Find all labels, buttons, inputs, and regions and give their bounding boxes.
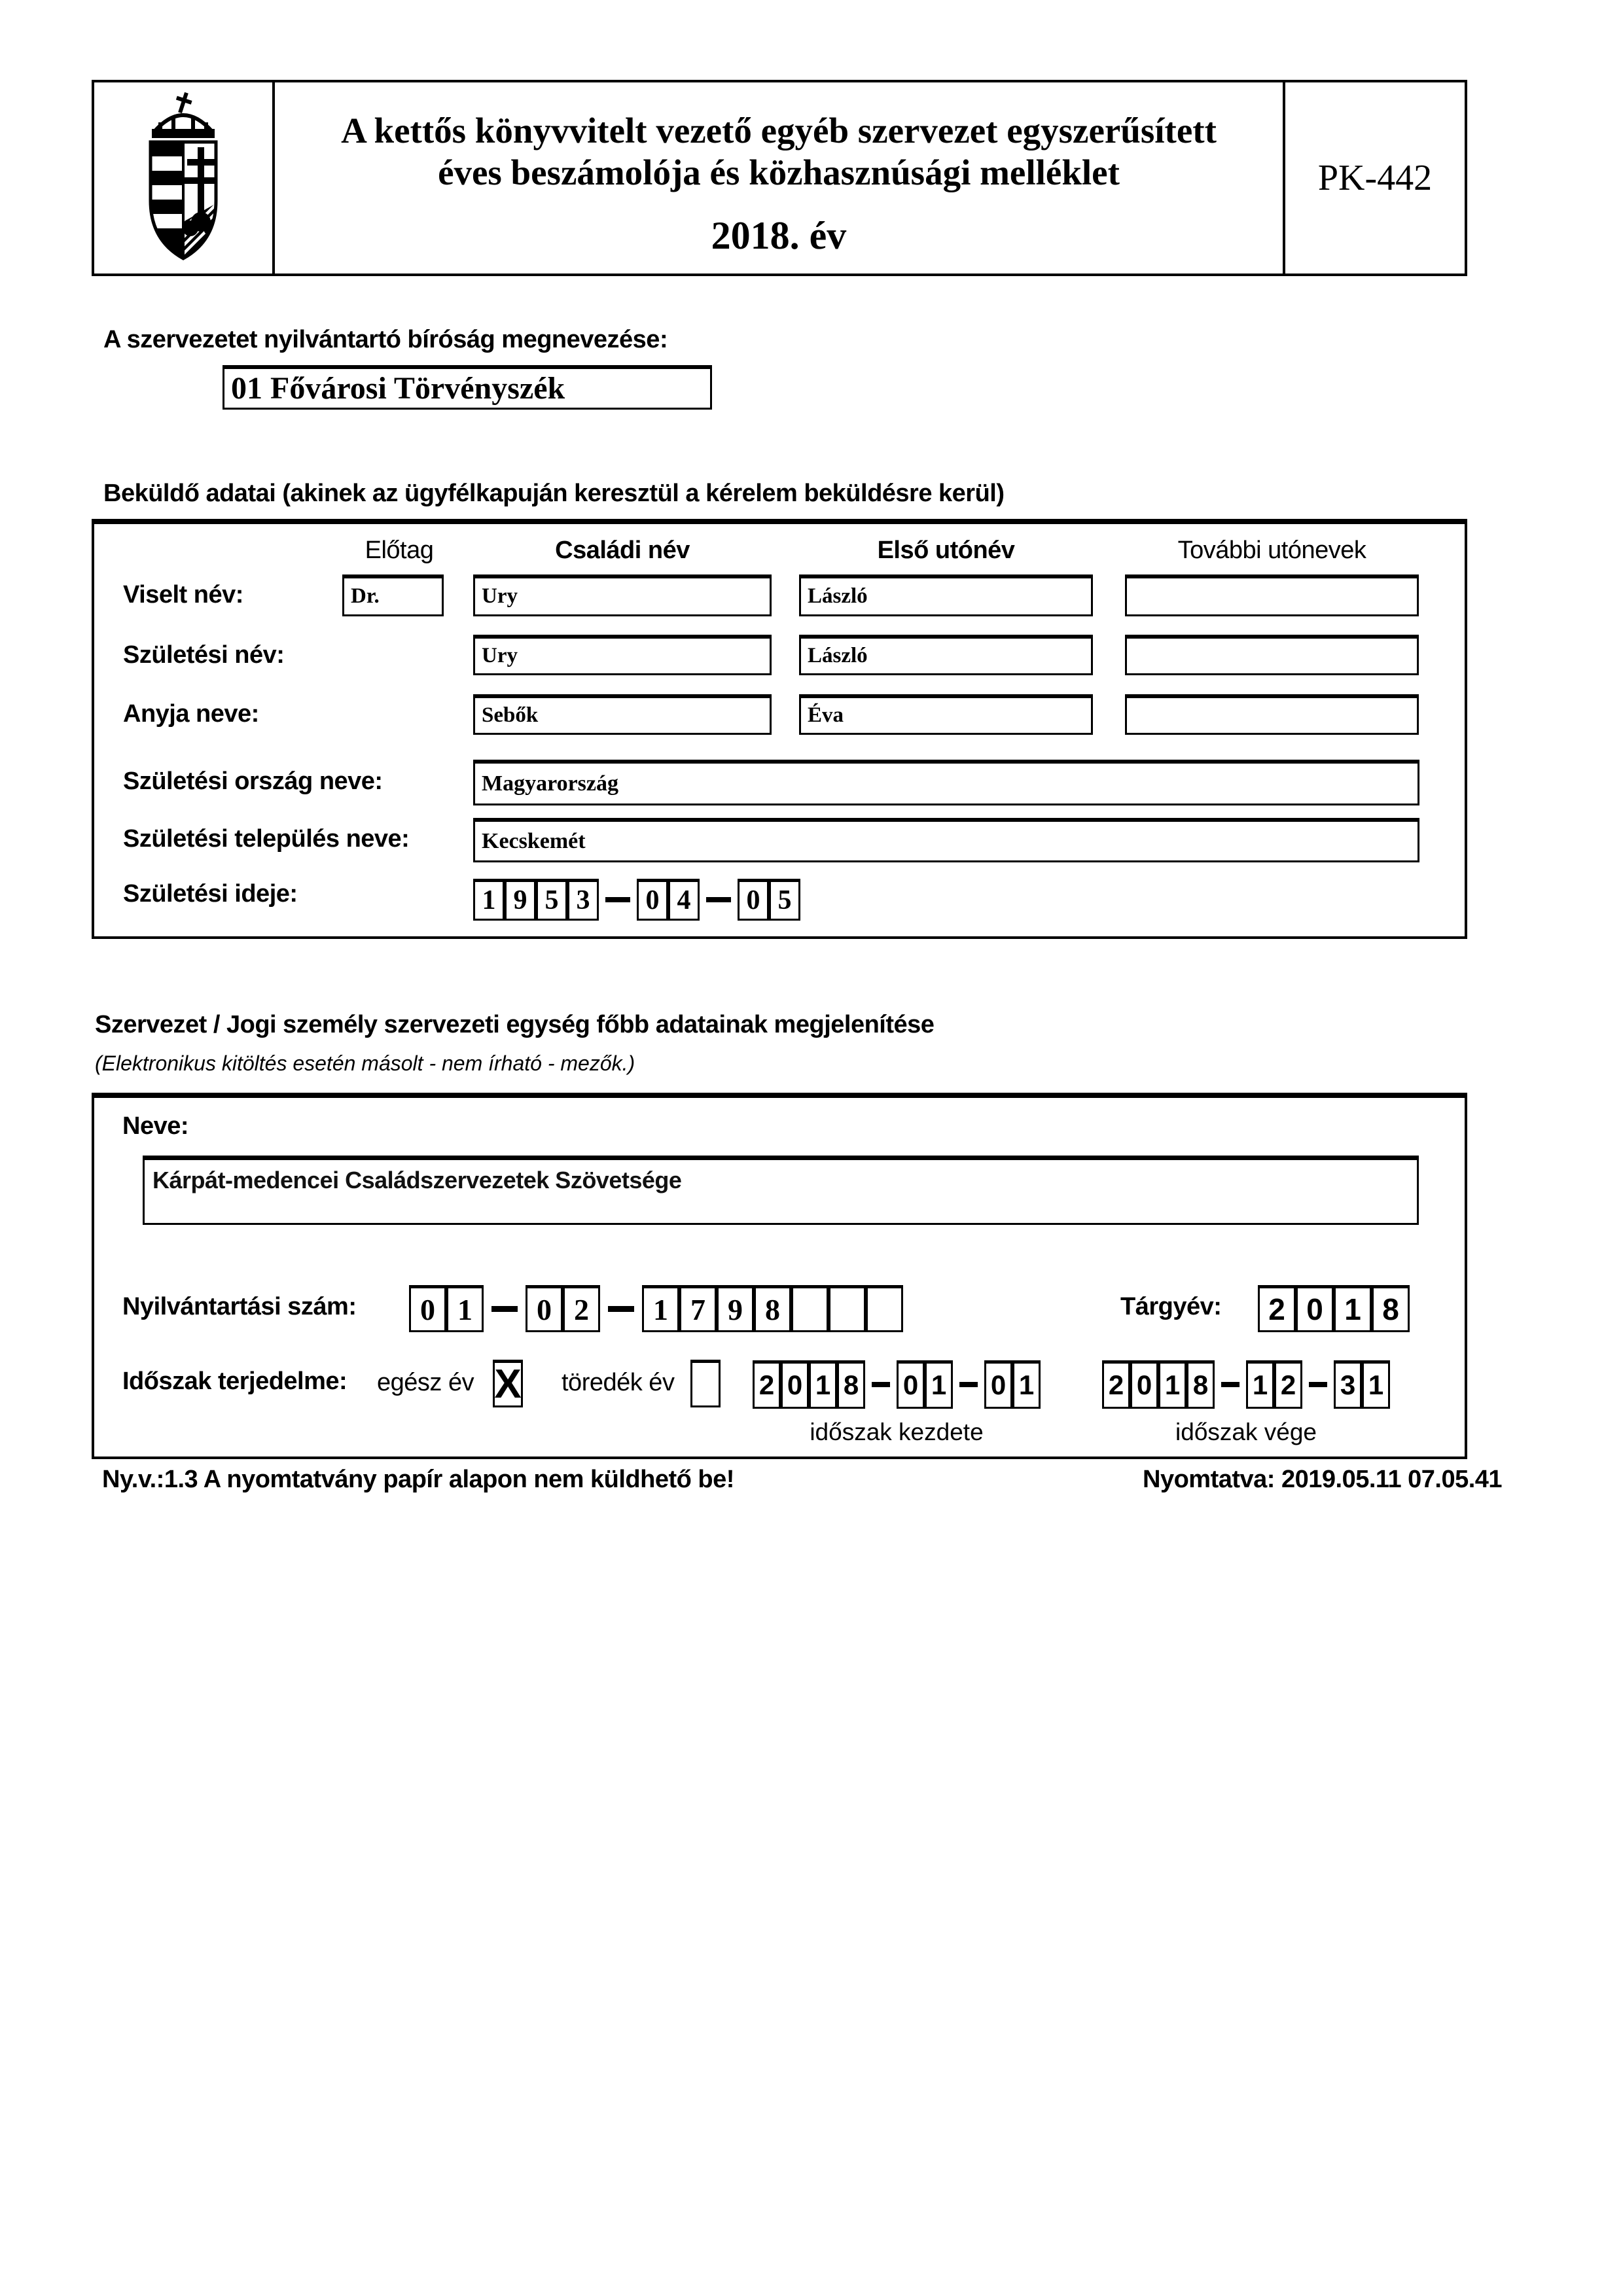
dash-separator bbox=[491, 1306, 518, 1312]
period-end-digits bbox=[1102, 1360, 1390, 1409]
court-input[interactable]: 01 Fővárosi Törvényszék bbox=[223, 365, 712, 410]
worn-name-first-input[interactable]: László bbox=[799, 574, 1093, 616]
birth-name-first-input[interactable]: László bbox=[799, 635, 1093, 675]
sender-section-label: Beküldő adatai (akinek az ügyfélkapuján keresztül a kérelem beküldésre kerül) bbox=[103, 480, 1005, 507]
digit-box[interactable]: 5 bbox=[769, 879, 800, 921]
target-year-label: Tárgyév: bbox=[1120, 1293, 1222, 1320]
dash-separator bbox=[1221, 1382, 1240, 1387]
digit-box[interactable]: 1 bbox=[1158, 1360, 1186, 1409]
birth-name-other-input[interactable] bbox=[1125, 635, 1419, 675]
dash-separator bbox=[608, 1306, 634, 1312]
mother-name-family-input[interactable]: Sebők bbox=[473, 694, 772, 735]
digit-box[interactable] bbox=[791, 1285, 829, 1332]
digit-box[interactable]: 0 bbox=[738, 879, 769, 921]
digit-box[interactable]: 8 bbox=[837, 1360, 865, 1409]
footer-printed-timestamp: Nyomtatva: 2019.05.11 07.05.41 bbox=[1143, 1466, 1503, 1493]
footer-version-note: Ny.v.:1.3 A nyomtatvány papír alapon nem küldhető be! bbox=[102, 1466, 734, 1493]
reg-number-label: Nyilvántartási szám: bbox=[122, 1293, 357, 1320]
digit-box[interactable]: 2 bbox=[1102, 1360, 1130, 1409]
form-year: 2018. év bbox=[711, 214, 847, 257]
org-section-note: (Elektronikus kitöltés esetén másolt - nem írható - mezők.) bbox=[95, 1051, 635, 1075]
digit-box[interactable]: 1 bbox=[1362, 1360, 1390, 1409]
column-header-family: Családi név bbox=[555, 537, 690, 564]
birth-country-label: Születési ország neve: bbox=[123, 768, 383, 795]
reg-number-digits bbox=[409, 1285, 903, 1332]
dash-separator bbox=[1309, 1382, 1327, 1387]
digit-box[interactable]: 0 bbox=[897, 1360, 925, 1409]
period-end-caption: időszak vége bbox=[1175, 1419, 1317, 1445]
digit-box[interactable]: 8 bbox=[754, 1285, 791, 1332]
court-label: A szervezetet nyilvántartó bíróság megnevezése: bbox=[103, 326, 668, 353]
digit-box[interactable]: 1 bbox=[446, 1285, 484, 1332]
digit-box[interactable]: 1 bbox=[642, 1285, 679, 1332]
digit-box[interactable]: 0 bbox=[1130, 1360, 1158, 1409]
birth-name-family-input[interactable]: Ury bbox=[473, 635, 772, 675]
digit-box[interactable]: 1 bbox=[809, 1360, 837, 1409]
digit-box[interactable]: 3 bbox=[567, 879, 599, 921]
worn-name-other-input[interactable] bbox=[1125, 574, 1419, 616]
birth-date-label: Születési ideje: bbox=[123, 880, 298, 908]
digit-box[interactable]: 0 bbox=[1296, 1285, 1334, 1332]
column-header-first: Első utónév bbox=[877, 537, 1015, 564]
digit-box[interactable]: 2 bbox=[1258, 1285, 1296, 1332]
logo-cell bbox=[94, 82, 275, 274]
digit-box[interactable]: 9 bbox=[717, 1285, 754, 1332]
birth-date-digits bbox=[473, 879, 800, 921]
digit-box[interactable]: 8 bbox=[1372, 1285, 1410, 1332]
birth-country-input[interactable]: Magyarország bbox=[473, 760, 1419, 805]
worn-name-family-input[interactable]: Ury bbox=[473, 574, 772, 616]
digit-box[interactable]: 1 bbox=[1246, 1360, 1274, 1409]
worn-name-prefix-input[interactable]: Dr. bbox=[342, 574, 444, 616]
dash-separator bbox=[959, 1382, 978, 1387]
mother-name-other-input[interactable] bbox=[1125, 694, 1419, 735]
digit-box[interactable]: 7 bbox=[679, 1285, 717, 1332]
birth-name-label: Születési név: bbox=[123, 641, 285, 669]
digit-box[interactable]: 0 bbox=[984, 1360, 1012, 1409]
digit-box[interactable]: 1 bbox=[1334, 1285, 1372, 1332]
mother-name-first-input[interactable]: Éva bbox=[799, 694, 1093, 735]
digit-box[interactable]: 3 bbox=[1334, 1360, 1362, 1409]
period-label: Időszak terjedelme: bbox=[122, 1368, 348, 1395]
dash-separator bbox=[605, 897, 630, 902]
digit-box[interactable]: 5 bbox=[536, 879, 567, 921]
digit-box[interactable]: 0 bbox=[409, 1285, 446, 1332]
partial-year-checkbox[interactable] bbox=[690, 1360, 721, 1407]
form-title-line2: éves beszámolója és közhasznúsági melléklet bbox=[438, 152, 1120, 192]
digit-box[interactable]: 1 bbox=[473, 879, 505, 921]
full-year-checkbox[interactable]: X bbox=[493, 1360, 523, 1407]
digit-box[interactable]: 9 bbox=[505, 879, 536, 921]
worn-name-label: Viselt név: bbox=[123, 581, 243, 609]
digit-box[interactable]: 0 bbox=[637, 879, 668, 921]
dash-separator bbox=[872, 1382, 890, 1387]
digit-box[interactable] bbox=[829, 1285, 866, 1332]
birth-city-label: Születési település neve: bbox=[123, 825, 410, 853]
org-name-label: Neve: bbox=[122, 1112, 188, 1140]
digit-box[interactable]: 0 bbox=[526, 1285, 563, 1332]
org-name-input[interactable]: Kárpát-medencei Családszervezetek Szövetsége bbox=[143, 1156, 1419, 1225]
digit-box[interactable] bbox=[866, 1285, 903, 1332]
hungarian-coat-of-arms-icon bbox=[140, 91, 226, 266]
birth-city-input[interactable]: Kecskemét bbox=[473, 818, 1419, 862]
digit-box[interactable]: 0 bbox=[781, 1360, 809, 1409]
mother-name-label: Anyja neve: bbox=[123, 700, 259, 728]
column-header-prefix: Előtag bbox=[365, 537, 434, 564]
digit-box[interactable]: 4 bbox=[668, 879, 700, 921]
form-title-line1: A kettős könyvvitelt vezető egyéb szervezet egyszerűsített bbox=[341, 111, 1217, 150]
period-start-digits bbox=[753, 1360, 1041, 1409]
digit-box[interactable]: 1 bbox=[1012, 1360, 1041, 1409]
digit-box[interactable]: 8 bbox=[1186, 1360, 1215, 1409]
period-start-caption: időszak kezdete bbox=[810, 1419, 984, 1445]
dash-separator bbox=[706, 897, 731, 902]
partial-year-label: töredék év bbox=[562, 1369, 675, 1396]
form-header bbox=[92, 80, 1467, 276]
form-code: PK-442 bbox=[1317, 158, 1433, 198]
digit-box[interactable]: 2 bbox=[563, 1285, 600, 1332]
full-year-label: egész év bbox=[377, 1369, 474, 1396]
digit-box[interactable]: 2 bbox=[1274, 1360, 1302, 1409]
column-header-other: További utónevek bbox=[1177, 537, 1366, 564]
digit-box[interactable]: 2 bbox=[753, 1360, 781, 1409]
target-year-digits bbox=[1258, 1285, 1410, 1332]
digit-box[interactable]: 1 bbox=[925, 1360, 953, 1409]
form-title-cell bbox=[275, 82, 1285, 274]
org-section-title: Szervezet / Jogi személy szervezeti egység főbb adatainak megjelenítése bbox=[95, 1011, 935, 1038]
